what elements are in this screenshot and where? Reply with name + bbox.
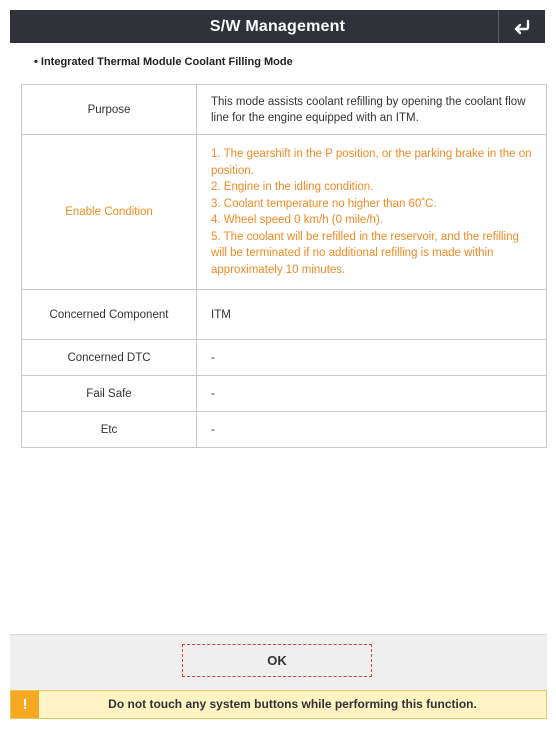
etc-label: Etc — [22, 412, 197, 448]
table-row-concerned-dtc — [22, 340, 547, 376]
enable-condition-value — [197, 135, 547, 290]
table-row-etc — [22, 412, 547, 448]
concerned-component-value: ITM — [197, 290, 547, 340]
warning-icon: ! — [11, 691, 39, 718]
enable-condition-label: Enable Condition — [22, 135, 197, 290]
condition-line-4: 4. Wheel speed 0 km/h (0 mile/h). — [211, 214, 383, 226]
page-title: S/W Management — [209, 18, 346, 35]
concerned-dtc-value: - — [197, 340, 547, 376]
table-row-concerned-component — [22, 290, 547, 340]
fail-safe-label: Fail Safe — [22, 376, 197, 412]
table-row-fail-safe — [22, 376, 547, 412]
purpose-label: Purpose — [22, 85, 197, 135]
etc-value: - — [197, 412, 547, 448]
condition-line-2: 2. Engine in the idling condition. — [211, 181, 374, 193]
concerned-component-label: Concerned Component — [22, 290, 197, 340]
return-arrow-icon — [512, 19, 532, 35]
purpose-value: This mode assists coolant refilling by opening the coolant flow line for the engine equipped with an ITM. — [197, 85, 547, 135]
info-table — [21, 84, 547, 448]
footer-bar — [10, 634, 547, 691]
table-row-enable-condition — [22, 135, 547, 290]
table-row-purpose — [22, 85, 547, 135]
header-bar — [10, 10, 545, 43]
ok-button[interactable]: OK — [182, 644, 372, 677]
concerned-dtc-label: Concerned DTC — [22, 340, 197, 376]
condition-line-1: 1. The gearshift in the P position, or the parking brake in the on position. — [211, 148, 532, 177]
back-button[interactable] — [498, 10, 545, 43]
condition-line-3: 3. Coolant temperature no higher than 60˚C. — [211, 197, 437, 210]
section-title: • Integrated Thermal Module Coolant Filling Mode — [34, 56, 293, 68]
condition-line-5: 5. The coolant will be refilled in the reservoir, and the refilling will be terminated if no additional refilling is made within approximately 10 minutes. — [211, 230, 519, 276]
fail-safe-value: - — [197, 376, 547, 412]
warning-banner — [10, 690, 547, 719]
warning-text: Do not touch any system buttons while performing this function. — [108, 697, 477, 711]
